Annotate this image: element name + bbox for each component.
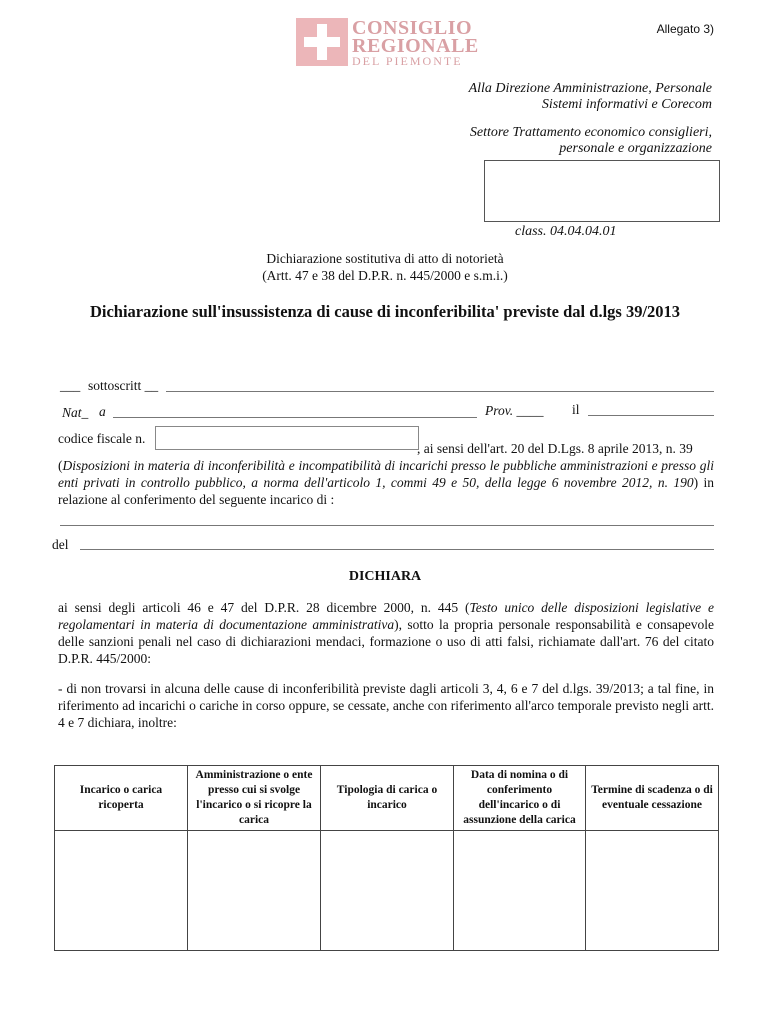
incarichi-table [54, 765, 719, 951]
logo-line-2: REGIONALE [352, 35, 479, 57]
sottoscritt-label: sottoscritt __ [88, 378, 159, 393]
classification-code: class. 04.04.04.01 [515, 224, 617, 239]
il-label: il [572, 402, 580, 417]
p1-text-a: ai sensi degli articoli 46 e 47 del D.P.R. 28 dicembre 2000, n. 445 ( [58, 600, 470, 615]
table-header-row [55, 766, 719, 831]
prov-label: Prov. ____ [485, 403, 544, 418]
codice-fiscale-input[interactable] [155, 426, 419, 450]
del-field[interactable] [80, 549, 714, 550]
reference-after: in relazione al conferimento del seguente incarico di : [58, 475, 714, 507]
cf-label: codice fiscale n. [58, 431, 146, 446]
table-cell-data-nomina[interactable] [454, 831, 586, 951]
table-cell-tipologia[interactable] [321, 831, 454, 951]
recipient-line-1: Alla Direzione Amministrazione, Personale [468, 81, 712, 96]
nat-label: Nat_ [62, 405, 89, 420]
table-header-cell: Termine di scadenza o di eventuale cessazione [586, 766, 719, 831]
consiglio-logo [296, 17, 479, 70]
reference-paragraph: (Disposizioni in materia di inconferibilità e incompatibilità di incarichi presso le pubbliche amministrazioni e presso gli enti privati in controllo pubblico, a norma dell'articolo 1, commi 49 e 50, della legge 6 novembre 2012, n. 190) in relazione al conferimento del seguente incarico di : [58, 458, 714, 507]
table-cell-ente[interactable] [188, 831, 321, 951]
body-paragraph-1 [58, 599, 714, 667]
logo-line-1: CONSIGLIO [352, 17, 473, 39]
subtitle-line-2: (Artt. 47 e 38 del D.P.R. n. 445/2000 e s.m.i.) [262, 268, 508, 283]
incarico-field[interactable] [60, 525, 714, 526]
recipient-line-3: Settore Trattamento economico consiglieri, [469, 125, 712, 140]
cf-after-text: , ai sensi dell'art. 20 del D.Lgs. 8 aprile 2013, n. 39 [417, 441, 693, 456]
del-label: del [52, 537, 69, 552]
logo-line-3: DEL PIEMONTE [352, 54, 463, 68]
table-header-cell: Data di nomina o di conferimento dell'incarico o di assunzione della carica [454, 766, 586, 831]
recipient-line-4: personale e organizzazione [559, 141, 712, 156]
table-row [55, 831, 719, 951]
protocol-stamp-box[interactable] [484, 160, 720, 222]
birthplace-field[interactable] [113, 417, 477, 418]
p1-italic: Testo unico delle disposizioni legislative e regolamentari in materia di documentazione amministrativa [58, 600, 714, 632]
dichiara-heading: DICHIARA [348, 569, 422, 584]
reference-italic: Disposizioni in materia di inconferibilità e incompatibilità di incarichi presso le pubbliche amministrazioni e presso gli enti privati in controllo pubblico, a norma dell'articolo 1, commi 49 e 50, della legge 6 novembre 2012, n. 190 [58, 458, 714, 490]
piedmont-cross-icon [296, 18, 348, 66]
birthdate-field[interactable] [588, 415, 714, 416]
p1-text-b: ), sotto la propria personale responsabilità e consapevole delle sanzioni penali nel caso di dichiarazioni mendaci, formazione o uso di atti falsi, richiamate dall'art. 76 del citato D.P.R. 445/2000: [58, 617, 714, 666]
attachment-label: Allegato 3) [656, 22, 714, 36]
table-cell-termine[interactable] [586, 831, 719, 951]
table-cell-incarico[interactable] [55, 831, 188, 951]
table-header-cell: Amministrazione o ente presso cui si svolge l'incarico o si ricopre la carica [188, 766, 321, 831]
sottoscritt-prefix: ___ [60, 378, 81, 393]
document-title: Dichiarazione sull'insussistenza di cause di inconferibilita' previste dal d.lgs 39/2013 [89, 302, 681, 321]
a-label: a [99, 404, 106, 419]
table-header-cell: Incarico o carica ricoperta [55, 766, 188, 831]
subtitle-line-1: Dichiarazione sostitutiva di atto di notorietà [266, 251, 504, 266]
recipient-line-2: Sistemi informativi e Corecom [541, 97, 712, 112]
name-field[interactable] [166, 391, 714, 392]
table-header-cell: Tipologia di carica o incarico [321, 766, 454, 831]
body-paragraph-2: - di non trovarsi in alcuna delle cause di inconferibilità previste dagli articoli 3, 4, 6 e 7 del d.lgs. 39/2013; a tal fine, in riferimento ad incarichi o cariche in corso oppure, se cessate, anche con riferimento all'arco temporale previsto negli artt. 4 e 7 dichiara, inoltre: [58, 681, 714, 730]
